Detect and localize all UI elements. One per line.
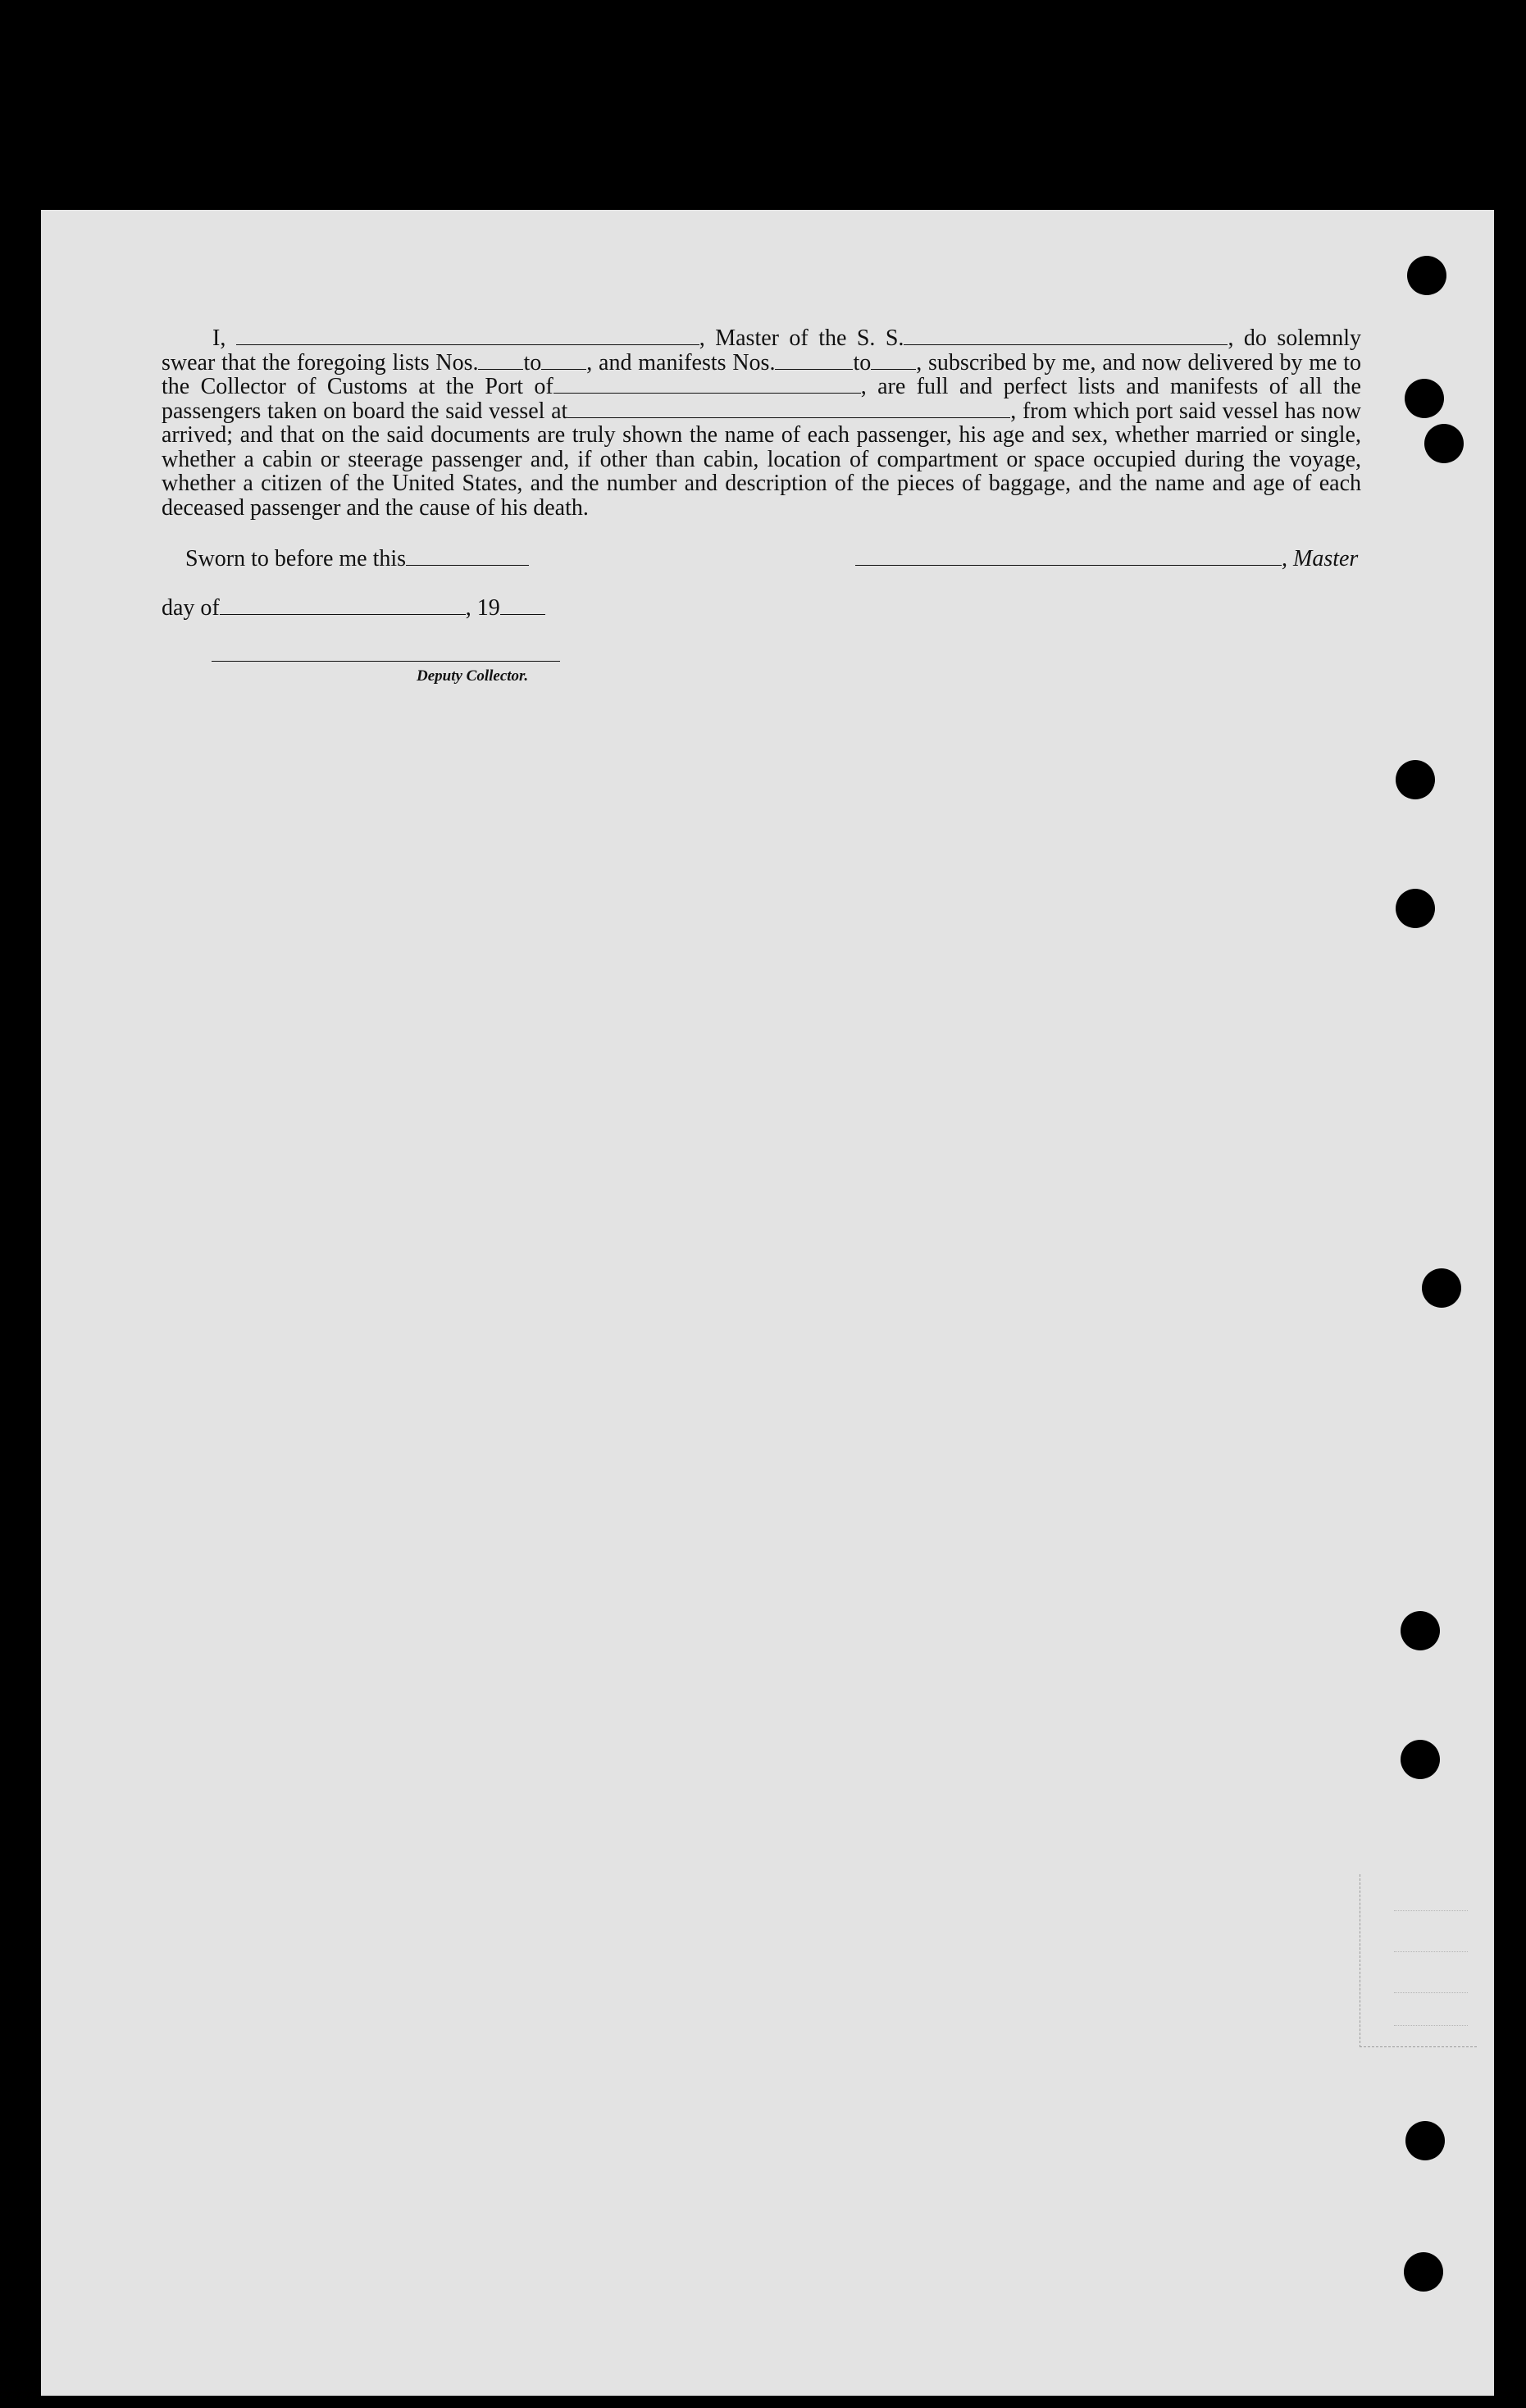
sworn-line <box>185 546 529 572</box>
deputy-collector-signature-line <box>212 661 560 662</box>
punch-hole <box>1424 424 1464 463</box>
punch-hole <box>1404 2252 1443 2292</box>
year-prefix: , 19 <box>465 595 500 621</box>
deputy-collector-label: Deputy Collector. <box>417 667 529 685</box>
port-blank <box>553 393 861 394</box>
sworn-label: Sworn to before me this <box>185 546 407 571</box>
punch-hole <box>1396 760 1435 799</box>
lists-to-blank <box>541 369 586 370</box>
punch-hole <box>1401 1740 1440 1779</box>
punch-hole <box>1405 379 1444 418</box>
year-blank <box>500 614 545 615</box>
master-name-blank <box>236 344 699 345</box>
departure-port-blank <box>567 417 1010 418</box>
oath-do-solemnly: , do solemnly swear that the foregoing lists Nos. <box>162 325 1361 376</box>
punch-hole <box>1396 889 1435 928</box>
oath-i: I, <box>212 325 226 351</box>
oath-master-of-ss: , Master of the S. S. <box>699 325 904 351</box>
oath-are-full: , are full and perfect lists and manifests of all the passengers taken on board the said vessel at <box>162 374 1361 424</box>
punch-hole <box>1407 256 1446 295</box>
oath-to-1: to <box>523 349 542 376</box>
sworn-day-blank <box>406 565 529 566</box>
punch-hole <box>1422 1268 1461 1308</box>
day-of-label: day of <box>162 595 220 621</box>
stamp-mark <box>1394 1910 1468 1911</box>
day-of-line <box>162 595 545 621</box>
oath-from-which: , from which port said vessel has now arrived; and that on the said documents are truly shown the name of each passenger, his age and sex, whether married or single, whether a cabin or steerage passenger and, if other than cabin, location of compartment or space occupied during the voyage, whether a citizen of the United States, and the number and description of the pieces of baggage, and the name and age of each deceased passenger and the cause of his death. <box>162 398 1361 521</box>
punch-hole <box>1405 2121 1445 2160</box>
document-page <box>41 210 1494 2396</box>
oath-to-2: to <box>853 349 872 376</box>
oath-and-manifests: , and manifests Nos. <box>586 349 776 376</box>
master-signature-blank <box>855 565 1282 566</box>
master-signature-line <box>855 546 1358 572</box>
punch-hole <box>1401 1611 1440 1650</box>
master-label: , Master <box>1282 546 1359 571</box>
oath-subscribed: , subscribed by me, and now delivered by me to the Collector of Customs at the Port of <box>162 349 1362 399</box>
stamp-mark <box>1394 2025 1468 2026</box>
manifests-to-blank <box>871 369 916 370</box>
ship-name-blank <box>904 344 1228 345</box>
faded-stamp <box>1360 1874 1477 2047</box>
stamp-mark <box>1394 1951 1468 1952</box>
manifests-from-blank <box>775 369 853 370</box>
oath-paragraph <box>162 326 1361 520</box>
month-blank <box>220 614 466 615</box>
lists-from-blank <box>478 369 523 370</box>
stamp-mark <box>1394 1992 1468 1993</box>
